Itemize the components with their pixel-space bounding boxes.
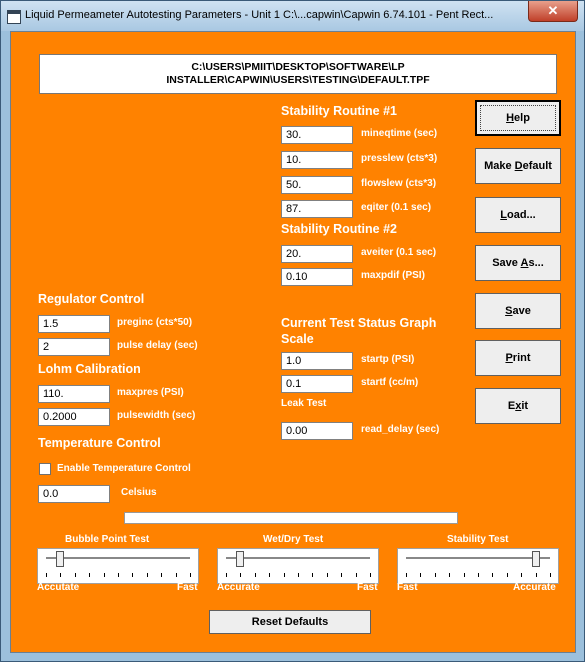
reset-defaults-button[interactable]: Reset Defaults bbox=[209, 610, 371, 634]
slider-tick bbox=[449, 573, 450, 577]
eqiter-field[interactable]: 87. bbox=[281, 200, 353, 218]
slider-tick bbox=[190, 573, 191, 577]
slider-track bbox=[406, 557, 550, 560]
mineqtime-field[interactable]: 30. bbox=[281, 126, 353, 144]
read-delay-label: read_delay (sec) bbox=[361, 424, 440, 435]
slider-tick bbox=[284, 573, 285, 577]
bubble-point-right-label: Fast bbox=[177, 582, 198, 593]
enable-temperature-checkbox[interactable] bbox=[39, 463, 51, 475]
slider-tick bbox=[464, 573, 465, 577]
stability-routine-2-heading: Stability Routine #2 bbox=[281, 222, 397, 236]
print-button[interactable]: Print bbox=[475, 340, 561, 376]
pulse-delay-field[interactable]: 2 bbox=[38, 338, 110, 356]
slider-tick bbox=[60, 573, 61, 577]
read-delay-field[interactable]: 0.00 bbox=[281, 422, 353, 440]
file-path-line-1: C:\USERS\PMIIT\DESKTOP\SOFTWARE\LP bbox=[191, 61, 405, 73]
slider-tick bbox=[132, 573, 133, 577]
celsius-field[interactable]: 0.0 bbox=[38, 485, 110, 503]
progress-bar bbox=[124, 512, 458, 524]
slider-tick bbox=[521, 573, 522, 577]
slider-tick bbox=[298, 573, 299, 577]
slider-tick bbox=[536, 573, 537, 577]
pulsewidth-label: pulsewidth (sec) bbox=[117, 410, 196, 421]
status-graph-heading-line-1: Current Test Status Graph bbox=[281, 316, 437, 330]
dialog-body bbox=[10, 31, 576, 653]
lohm-calibration-heading: Lohm Calibration bbox=[38, 362, 141, 376]
slider-tick bbox=[435, 573, 436, 577]
aveiter-field[interactable]: 20. bbox=[281, 245, 353, 263]
slider-tick bbox=[341, 573, 342, 577]
regulator-control-heading: Regulator Control bbox=[38, 292, 145, 306]
close-button[interactable] bbox=[528, 1, 578, 22]
stability-left-label: Fast bbox=[397, 582, 418, 593]
slider-thumb[interactable] bbox=[236, 551, 244, 567]
bubble-point-test-title: Bubble Point Test bbox=[65, 534, 150, 545]
flowslew-field[interactable]: 50. bbox=[281, 176, 353, 194]
slider-tick bbox=[550, 573, 551, 577]
maxpres-label: maxpres (PSI) bbox=[117, 387, 184, 398]
pulsewidth-field[interactable]: 0.2000 bbox=[38, 408, 110, 426]
pulse-delay-label: pulse delay (sec) bbox=[117, 340, 198, 351]
slider-tick bbox=[46, 573, 47, 577]
help-button[interactable]: Help bbox=[475, 100, 561, 136]
flowslew-label: flowslew (cts*3) bbox=[361, 178, 437, 189]
load-button[interactable]: Load... bbox=[475, 197, 561, 233]
startf-field[interactable]: 0.1 bbox=[281, 375, 353, 393]
slider-tick bbox=[507, 573, 508, 577]
maxpdif-field[interactable]: 0.10 bbox=[281, 268, 353, 286]
slider-track bbox=[46, 557, 190, 560]
slider-tick bbox=[420, 573, 421, 577]
slider-tick bbox=[104, 573, 105, 577]
stability-slider[interactable] bbox=[397, 548, 559, 584]
mineqtime-label: mineqtime (sec) bbox=[361, 128, 438, 139]
temperature-control-heading: Temperature Control bbox=[38, 436, 161, 450]
slider-tick bbox=[406, 573, 407, 577]
close-icon: ✕ bbox=[547, 3, 559, 18]
startf-label: startf (cc/m) bbox=[361, 377, 419, 388]
exit-button[interactable]: Exit bbox=[475, 388, 561, 424]
slider-tick bbox=[327, 573, 328, 577]
preginc-label: preginc (cts*50) bbox=[117, 317, 193, 328]
celsius-label: Celsius bbox=[121, 487, 157, 498]
eqiter-label: eqiter (0.1 sec) bbox=[361, 202, 432, 213]
slider-tick bbox=[312, 573, 313, 577]
slider-tick bbox=[89, 573, 90, 577]
slider-track bbox=[226, 557, 370, 560]
file-path-display bbox=[39, 54, 557, 94]
slider-tick bbox=[370, 573, 371, 577]
slider-tick bbox=[356, 573, 357, 577]
slider-thumb[interactable] bbox=[56, 551, 64, 567]
save-as-button[interactable]: Save As... bbox=[475, 245, 561, 281]
presslew-field[interactable]: 10. bbox=[281, 151, 353, 169]
preginc-field[interactable]: 1.5 bbox=[38, 315, 110, 333]
enable-temperature-label: Enable Temperature Control bbox=[57, 463, 191, 474]
title-bar[interactable] bbox=[1, 1, 584, 31]
slider-thumb[interactable] bbox=[532, 551, 540, 567]
startp-field[interactable]: 1.0 bbox=[281, 352, 353, 370]
wet-dry-slider[interactable] bbox=[217, 548, 379, 584]
stability-test-title: Stability Test bbox=[447, 534, 509, 545]
file-path-line-2: INSTALLER\CAPWIN\USERS\TESTING\DEFAULT.TPF bbox=[166, 74, 430, 86]
stability-right-label: Accurate bbox=[513, 582, 556, 593]
maxpres-field[interactable]: 110. bbox=[38, 385, 110, 403]
slider-tick bbox=[161, 573, 162, 577]
slider-tick bbox=[492, 573, 493, 577]
window-icon bbox=[7, 10, 21, 24]
leak-test-heading: Leak Test bbox=[281, 398, 327, 409]
window-title: Liquid Permeameter Autotesting Parameters - Unit 1 C:\...capwin\Capwin 6.74.101 - Pent Rect... bbox=[25, 9, 494, 21]
maxpdif-label: maxpdif (PSI) bbox=[361, 270, 425, 281]
slider-tick bbox=[75, 573, 76, 577]
slider-tick bbox=[147, 573, 148, 577]
bubble-point-left-label: Accutate bbox=[37, 582, 80, 593]
startp-label: startp (PSI) bbox=[361, 354, 415, 365]
save-button[interactable]: Save bbox=[475, 293, 561, 329]
wet-dry-test-title: Wet/Dry Test bbox=[263, 534, 324, 545]
slider-tick bbox=[478, 573, 479, 577]
slider-tick bbox=[118, 573, 119, 577]
aveiter-label: aveiter (0.1 sec) bbox=[361, 247, 437, 258]
slider-tick bbox=[240, 573, 241, 577]
presslew-label: presslew (cts*3) bbox=[361, 153, 438, 164]
slider-tick bbox=[269, 573, 270, 577]
slider-tick bbox=[226, 573, 227, 577]
slider-tick bbox=[176, 573, 177, 577]
wet-dry-right-label: Fast bbox=[357, 582, 378, 593]
wet-dry-left-label: Accurate bbox=[217, 582, 260, 593]
bubble-point-slider[interactable] bbox=[37, 548, 199, 584]
status-graph-heading-line-2: Scale bbox=[281, 332, 314, 346]
make-default-button[interactable]: Make Default bbox=[475, 148, 561, 184]
slider-tick bbox=[255, 573, 256, 577]
stability-routine-1-heading: Stability Routine #1 bbox=[281, 104, 397, 118]
